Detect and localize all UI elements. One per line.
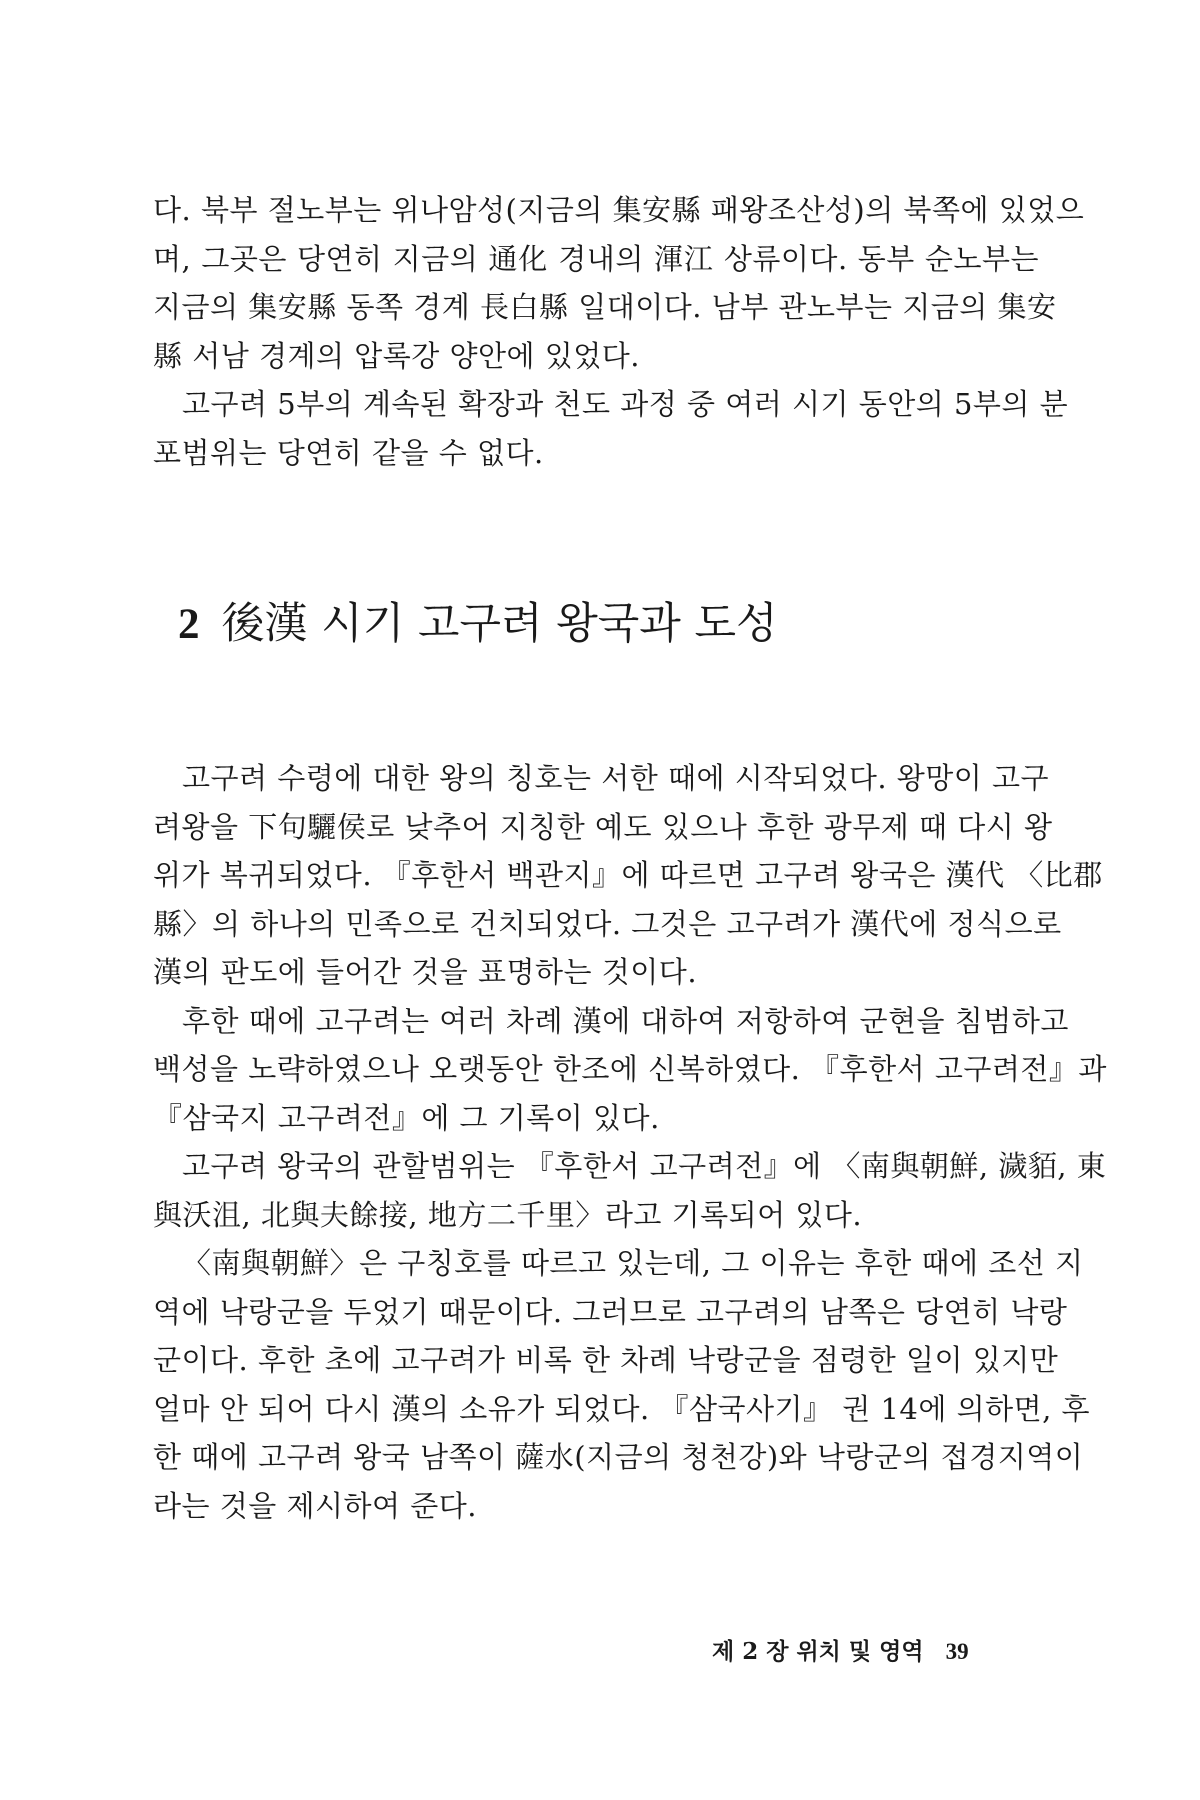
body-line: 고구려 수령에 대한 왕의 칭호는 서한 때에 시작되었다. 왕망이 고구 bbox=[182, 761, 1050, 795]
body-line: 얼마 안 되어 다시 漢의 소유가 되었다. 『삼국사기』 권 14에 의하면, 후 bbox=[153, 1391, 1091, 1426]
body-line: 縣〉의 하나의 민족으로 건치되었다. 그것은 고구려가 漢代에 정식으로 bbox=[153, 906, 1062, 941]
body-line: 백성을 노략하였으나 오랫동안 한조에 신복하였다. 『후한서 고구려전』과 bbox=[153, 1052, 1107, 1086]
body-line: 한 때에 고구려 왕국 남쪽이 薩水(지금의 청천강)와 낙랑군의 접경지역이 bbox=[153, 1440, 1084, 1474]
page-number: 39 bbox=[945, 1639, 969, 1664]
body-line: 려왕을 下句驪侯로 낮추어 지칭한 예도 있으나 후한 광무제 때 다시 왕 bbox=[153, 809, 1053, 844]
body-line: 〈南與朝鮮〉은 구칭호를 따르고 있는데, 그 이유는 후한 때에 조선 지 bbox=[182, 1246, 1084, 1280]
body-line: 라는 것을 제시하여 준다. bbox=[153, 1488, 478, 1523]
body-line: 與沃沮, 北與夫餘接, 地方二千里〉라고 기록되어 있다. bbox=[153, 1197, 863, 1232]
chapter-label: 제 2 장 위치 및 영역 bbox=[712, 1638, 924, 1665]
body-line: 며, 그곳은 당연히 지금의 通化 경내의 渾江 상류이다. 동부 순노부는 bbox=[153, 241, 1039, 276]
body-line: 고구려 5부의 계속된 확장과 천도 과정 중 여러 시기 동안의 5부의 분 bbox=[182, 387, 1069, 421]
section-heading bbox=[178, 596, 778, 653]
body-line: 縣 서남 경계의 압록강 양안에 있었다. bbox=[153, 338, 641, 373]
body-line: 위가 복귀되었다. 『후한서 백관지』에 따르면 고구려 왕국은 漢代 〈比郡 bbox=[153, 858, 1103, 892]
section-title: 後漢 시기 고구려 왕국과 도성 bbox=[221, 599, 778, 649]
body-line: 『삼국지 고구려전』에 그 기록이 있다. bbox=[153, 1100, 660, 1135]
section-2-text bbox=[153, 754, 1107, 1530]
body-line: 다. 북부 절노부는 위나암성(지금의 集安縣 패왕조산성)의 북쪽에 있었으 bbox=[153, 193, 1085, 227]
section-1-text bbox=[153, 186, 1085, 477]
body-line: 군이다. 후한 초에 고구려가 비록 한 차례 낙랑군을 점령한 일이 있지만 bbox=[153, 1343, 1059, 1377]
body-line: 후한 때에 고구려는 여러 차례 漢에 대하여 저항하여 군현을 침범하고 bbox=[182, 1003, 1069, 1038]
body-line: 역에 낙랑군을 두었기 때문이다. 그러므로 고구려의 남쪽은 당연히 낙랑 bbox=[153, 1294, 1068, 1329]
body-line: 포범위는 당연히 같을 수 없다. bbox=[153, 435, 544, 470]
body-line: 고구려 왕국의 관할범위는 『후한서 고구려전』에 〈南與朝鮮, 濊貊, 東 bbox=[182, 1149, 1107, 1183]
section-number: 2 bbox=[178, 601, 200, 648]
body-line: 漢의 판도에 들어간 것을 표명하는 것이다. bbox=[153, 955, 698, 989]
page-footer bbox=[712, 1636, 969, 1668]
body-line: 지금의 集安縣 동쪽 경계 長白縣 일대이다. 남부 관노부는 지금의 集安 bbox=[153, 290, 1057, 324]
